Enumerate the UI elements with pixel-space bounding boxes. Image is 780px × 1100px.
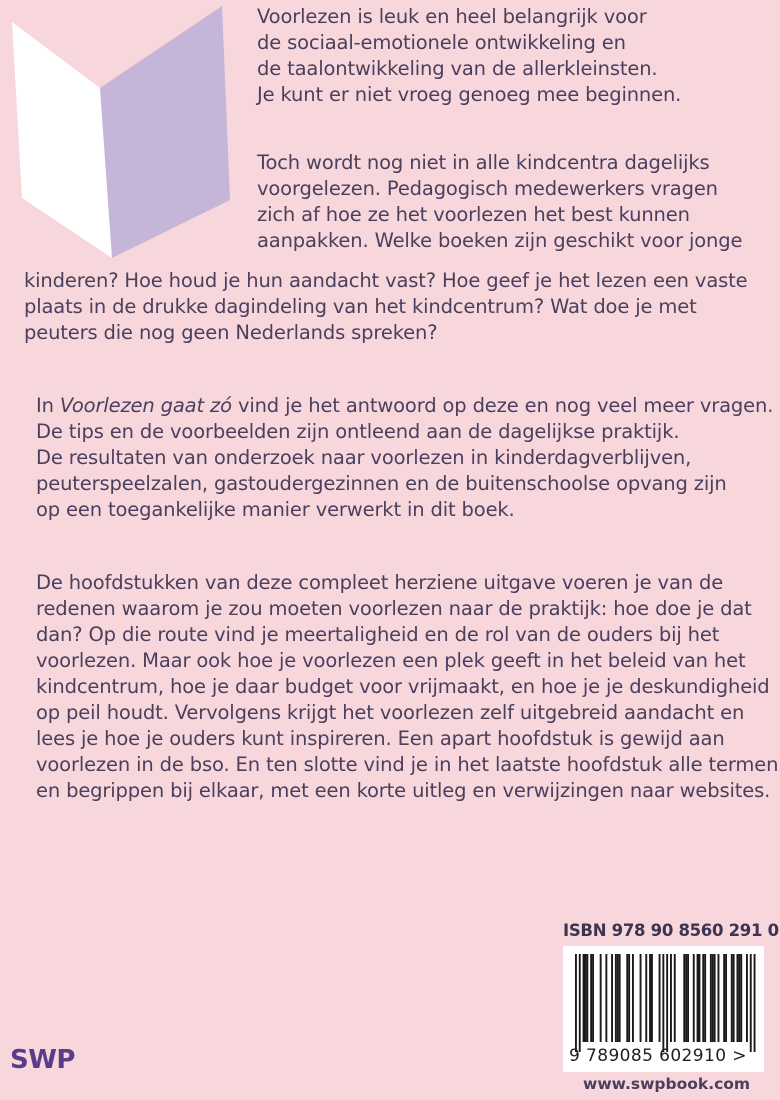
text-line: Je kunt er niet vroeg genoeg mee beginnen. bbox=[257, 83, 682, 106]
barcode-digits: 9 789085 602910 > bbox=[569, 1046, 747, 1066]
book-illustration bbox=[0, 0, 240, 260]
text-line: dan? Op die route vind je meertaligheid en de rol van de ouders bij het bbox=[36, 623, 720, 646]
barcode-bar bbox=[583, 954, 585, 1042]
text-line: voorlezen in de bso. En ten slotte vind je in het laatste hoofdstuk alle termen bbox=[36, 753, 779, 776]
barcode-bar bbox=[740, 954, 742, 1042]
barcode-bar bbox=[586, 954, 588, 1042]
text-line: lees je hoe je ouders kunt inspireren. Een apart hoofdstuk is gewijd aan bbox=[36, 727, 725, 750]
barcode-bar bbox=[754, 954, 756, 1052]
book-front-page bbox=[12, 22, 112, 258]
barcode-bar bbox=[611, 954, 613, 1042]
text-line: De resultaten van onderzoek naar voorlezen in kinderdagverblijven, bbox=[36, 446, 692, 469]
barcode-bar bbox=[592, 954, 594, 1042]
barcode-bar bbox=[632, 954, 634, 1042]
barcode-bar bbox=[714, 954, 716, 1042]
barcode-bar bbox=[746, 954, 748, 1042]
barcode-bar bbox=[697, 954, 699, 1042]
barcode-bar bbox=[733, 954, 735, 1042]
text-line: voorlezen. Maar ook hoe je voorlezen een plek geeft in het beleid van het bbox=[36, 649, 746, 672]
barcode-bar bbox=[723, 954, 725, 1042]
second-paragraph-indented bbox=[257, 150, 742, 254]
barcode-bar bbox=[738, 954, 740, 1042]
barcode-bar bbox=[666, 954, 668, 1052]
text-line: Voorlezen is leuk en heel belangrijk voor bbox=[257, 5, 647, 28]
text-line: plaats in de drukke dagindeling van het kindcentrum? Wat doe je met bbox=[24, 295, 697, 318]
barcode-bar bbox=[725, 954, 727, 1042]
barcode-bar bbox=[662, 954, 664, 1052]
text-line: peuters die nog geen Nederlands spreken? bbox=[24, 321, 438, 344]
barcode-bar bbox=[659, 954, 661, 1042]
text-line: kindcentrum, hoe je daar budget voor vrijmaakt, en hoe je je deskundigheid bbox=[36, 675, 770, 698]
barcode-bar bbox=[731, 954, 733, 1042]
barcode-bar bbox=[737, 954, 739, 1042]
barcode bbox=[563, 946, 764, 1072]
text-line: zich af hoe ze het voorlezen het best kunnen bbox=[257, 203, 690, 226]
barcode-bar bbox=[605, 954, 607, 1042]
second-paragraph-continued bbox=[24, 268, 747, 346]
barcode-bar bbox=[683, 954, 685, 1042]
barcode-bar bbox=[693, 954, 695, 1042]
book-title-italic: Voorlezen gaat zó bbox=[59, 394, 232, 417]
barcode-bar bbox=[718, 954, 720, 1042]
barcode-bar bbox=[575, 954, 577, 1052]
barcode-bar bbox=[712, 954, 714, 1042]
fourth-paragraph bbox=[36, 570, 778, 804]
barcode-bar bbox=[628, 954, 630, 1042]
barcode-bar bbox=[645, 954, 647, 1042]
text-line: voorgelezen. Pedagogisch medewerkers vragen bbox=[257, 177, 718, 200]
barcode-bar bbox=[615, 954, 617, 1042]
text-line-with-title bbox=[36, 393, 773, 419]
barcode-bar bbox=[670, 954, 672, 1042]
barcode-bar bbox=[710, 954, 712, 1042]
text-line: De hoofdstukken van deze compleet herziene uitgave voeren je van de bbox=[36, 571, 724, 594]
text-suffix: vind je het antwoord op deze en nog veel meer vragen. bbox=[231, 394, 774, 417]
barcode-bar bbox=[699, 954, 701, 1042]
barcode-bar bbox=[750, 954, 752, 1052]
text-line: Toch wordt nog niet in alle kindcentra dagelijks bbox=[257, 151, 710, 174]
barcode-bar bbox=[685, 954, 687, 1042]
isbn-label: ISBN 978 90 8560 291 0 bbox=[563, 921, 779, 940]
barcode-bar bbox=[687, 954, 689, 1042]
barcode-bar bbox=[619, 954, 621, 1042]
intro-paragraph bbox=[257, 4, 681, 108]
barcode-bar bbox=[585, 954, 587, 1042]
text-line: De tips en de voorbeelden zijn ontleend aan de dagelijkse praktijk. bbox=[36, 420, 680, 443]
barcode-bar bbox=[590, 954, 592, 1042]
website-url: www.swpbook.com bbox=[583, 1075, 751, 1093]
text-prefix: In bbox=[36, 394, 60, 417]
text-line: peuterspeelzalen, gastoudergezinnen en de buitenschoolse opvang zijn bbox=[36, 472, 727, 495]
text-line: de taalontwikkeling van de allerkleinsten. bbox=[257, 57, 658, 80]
barcode-bar bbox=[649, 954, 651, 1042]
text-line: redenen waarom je zou moeten voorlezen naar de praktijk: hoe doe je dat bbox=[36, 597, 752, 620]
barcode-bar bbox=[702, 954, 704, 1042]
barcode-bar bbox=[579, 954, 581, 1052]
barcode-bar bbox=[674, 954, 676, 1042]
text-line: op een toegankelijke manier verwerkt in dit boek. bbox=[36, 498, 515, 521]
barcode-bar bbox=[617, 954, 619, 1042]
text-line: aanpakken. Welke boeken zijn geschikt voor jonge bbox=[257, 229, 743, 252]
barcode-bar bbox=[626, 954, 628, 1042]
text-line: op peil houdt. Vervolgens krijgt het voorlezen zelf uitgebreid aandacht en bbox=[36, 701, 745, 724]
publisher-logo: SWP bbox=[10, 1045, 75, 1075]
barcode-bar bbox=[651, 954, 653, 1042]
third-paragraph bbox=[36, 393, 773, 523]
barcode-bar bbox=[640, 954, 642, 1042]
text-line: de sociaal-emotionele ontwikkeling en bbox=[257, 31, 626, 54]
text-line: en begrippen bij elkaar, met een korte uitleg en verwijzingen naar websites. bbox=[36, 779, 771, 802]
text-line: kinderen? Hoe houd je hun aandacht vast? Hoe geef je het lezen een vaste bbox=[24, 269, 748, 292]
barcode-bar bbox=[704, 954, 706, 1042]
book-side-page bbox=[100, 6, 230, 258]
barcode-bar bbox=[600, 954, 602, 1042]
